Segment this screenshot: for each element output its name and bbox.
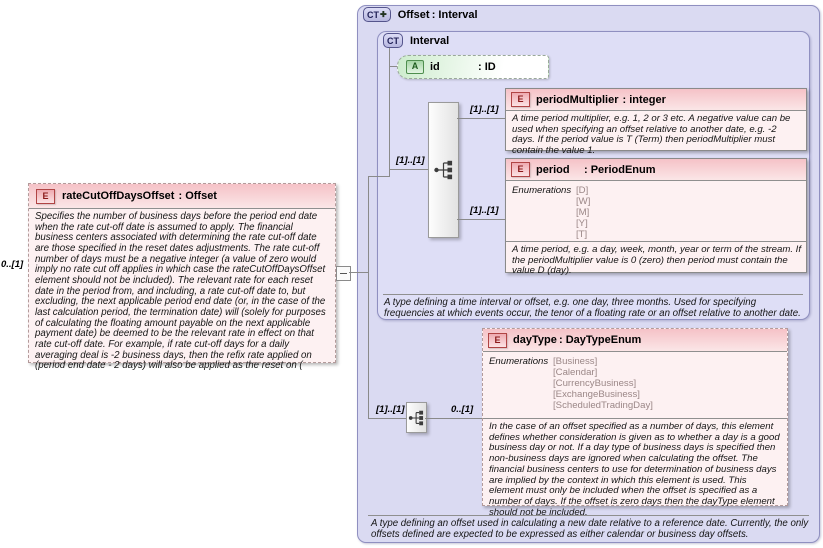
day-type-header [483, 329, 787, 352]
day-type-box[interactable] [482, 328, 788, 518]
minus-icon [340, 273, 347, 274]
offset-sequence-compositor[interactable] [406, 402, 427, 433]
period-multiplier-header [506, 89, 806, 111]
attribute-icon: A [406, 60, 424, 74]
element-icon: E [511, 162, 530, 177]
enum-value: [W] [576, 196, 591, 207]
enum-value: [Business] [553, 356, 598, 367]
offset-type-title: Offset : Interval [397, 8, 478, 21]
period-title: period : PeriodEnum [536, 163, 656, 176]
enum-value: [ScheduledTradingDay] [553, 400, 653, 411]
offset-type-header [363, 7, 478, 22]
id-attribute-box[interactable] [397, 55, 549, 79]
rate-cut-off-days-offset-header [29, 184, 335, 209]
cardinality-label: [1]..[1] [396, 155, 425, 166]
connector-line [349, 272, 368, 273]
enum-value: [T] [576, 229, 588, 240]
period-multiplier-doc: A time period multiplier, e.g. 1, 2 or 3 etc. A negative value can be used when specifying an offset relative to another date, e.g. -2 days. If the period value is T (Term) then periodMultiplier must contain the value 1. [512, 113, 791, 157]
collapse-button[interactable] [336, 266, 351, 281]
interval-type-doc: A type defining a time interval or offset, e.g. one day, three months. Used for specifying frequencies at which events occur, the tenor of a floating rate or an offset relative to another date. [384, 297, 801, 320]
rate-cut-off-days-offset-title: rateCutOffDaysOffset : Offset [62, 190, 217, 202]
plus-icon: ✚ [380, 9, 387, 19]
enum-value: [ExchangeBusiness] [553, 389, 640, 400]
enumerations-label: Enumerations [489, 356, 549, 367]
period-box[interactable] [505, 158, 807, 277]
cardinality-label: [1]..[1] [470, 205, 499, 216]
enumerations-label: Enumerations [512, 185, 572, 196]
enum-value: [Y] [576, 218, 588, 229]
connector-line [389, 66, 397, 67]
interval-sequence-compositor[interactable] [428, 102, 459, 238]
enum-value: [M] [576, 207, 590, 218]
connector-line [389, 169, 428, 170]
interval-type-title: Interval [410, 34, 450, 47]
day-type-doc: In the case of an offset specified as a number of days, this element defines whether consideration is given as to whether a day is a good business day or not. If a day type of business days is specified then non-business days are ignored when calculating the offset. The financial business centers to use for determination of business days are implied by the context in which this element is used. This element must only be included when the offset is specified as a number of days. If the offset is zero days then the dayType element should not be included. [483, 418, 787, 522]
complextype-extension-icon[interactable]: CT ✚ [363, 7, 391, 22]
connector-line [368, 418, 406, 419]
rate-cut-off-days-offset-doc: Specifies the number of business days before the period end date when the rate cut-off date is assumed to apply. The financial business centers associated with determining the rate cut-off date are those specified in the reset dates adjustments. The rate cut-off number of days must be a negative integer (a value of zero would imply no rate cut off applies in which case the rateCutOffDaysOffset element should not be included). The relevant rate for each reset date in the period from, and including, a rate cut-off date to, but excluding, the next applicable period end date (or, in the case of the last calculation period, the termination date) will (solely for purposes of calculating the floating amount payable on the next applicable payment date) be deemed to be the relevant rate in effect on that rate cut-off date. For example, if rate cut-off days for a daily averaging deal is -2 business days, then the refix rate applied on (period end date - 2 days) will also be applied as the reset on ( [35, 211, 326, 372]
element-icon: E [511, 92, 530, 107]
connector-line [457, 219, 505, 220]
sequence-icon [433, 160, 455, 180]
connector-line [425, 418, 482, 419]
enum-value: [Calendar] [553, 367, 598, 378]
cardinality-label: 0..[1] [1, 259, 24, 270]
interval-type-header [383, 33, 449, 48]
cardinality-label: [1]..[1] [376, 404, 405, 415]
period-enumerations [506, 181, 806, 241]
period-header [506, 159, 806, 181]
period-doc: A time period, e.g. a day, week, month, year or term of the stream. If the periodMultiplier value is 0 (zero) then period must contain the value D (day). [506, 241, 806, 280]
rate-cut-off-days-offset-box[interactable] [28, 183, 336, 372]
complextype-icon[interactable]: CT [383, 33, 403, 48]
sequence-icon [408, 410, 425, 426]
offset-type-doc: A type defining an offset used in calculating a new date relative to a reference date. Currently, the only offsets defined are expected to be expressed as either calendar or business day offsets. [371, 518, 809, 541]
cardinality-label: 0..[1] [451, 404, 474, 415]
period-multiplier-title: periodMultiplier : integer [536, 93, 666, 106]
connector-line [389, 48, 390, 177]
period-multiplier-box[interactable] [505, 88, 807, 157]
day-type-enumerations [483, 352, 787, 418]
enum-value: [D] [576, 185, 589, 196]
id-attribute-title: id : ID [430, 61, 496, 73]
connector-line [368, 176, 369, 419]
connector-line [368, 176, 389, 177]
interval-doc-divider [383, 294, 803, 295]
day-type-title: dayType : DayTypeEnum [513, 334, 642, 346]
element-icon: E [488, 333, 507, 348]
connector-line [457, 118, 505, 119]
element-icon: E [36, 189, 55, 204]
enum-value: [CurrencyBusiness] [553, 378, 637, 389]
cardinality-label: [1]..[1] [470, 104, 499, 115]
